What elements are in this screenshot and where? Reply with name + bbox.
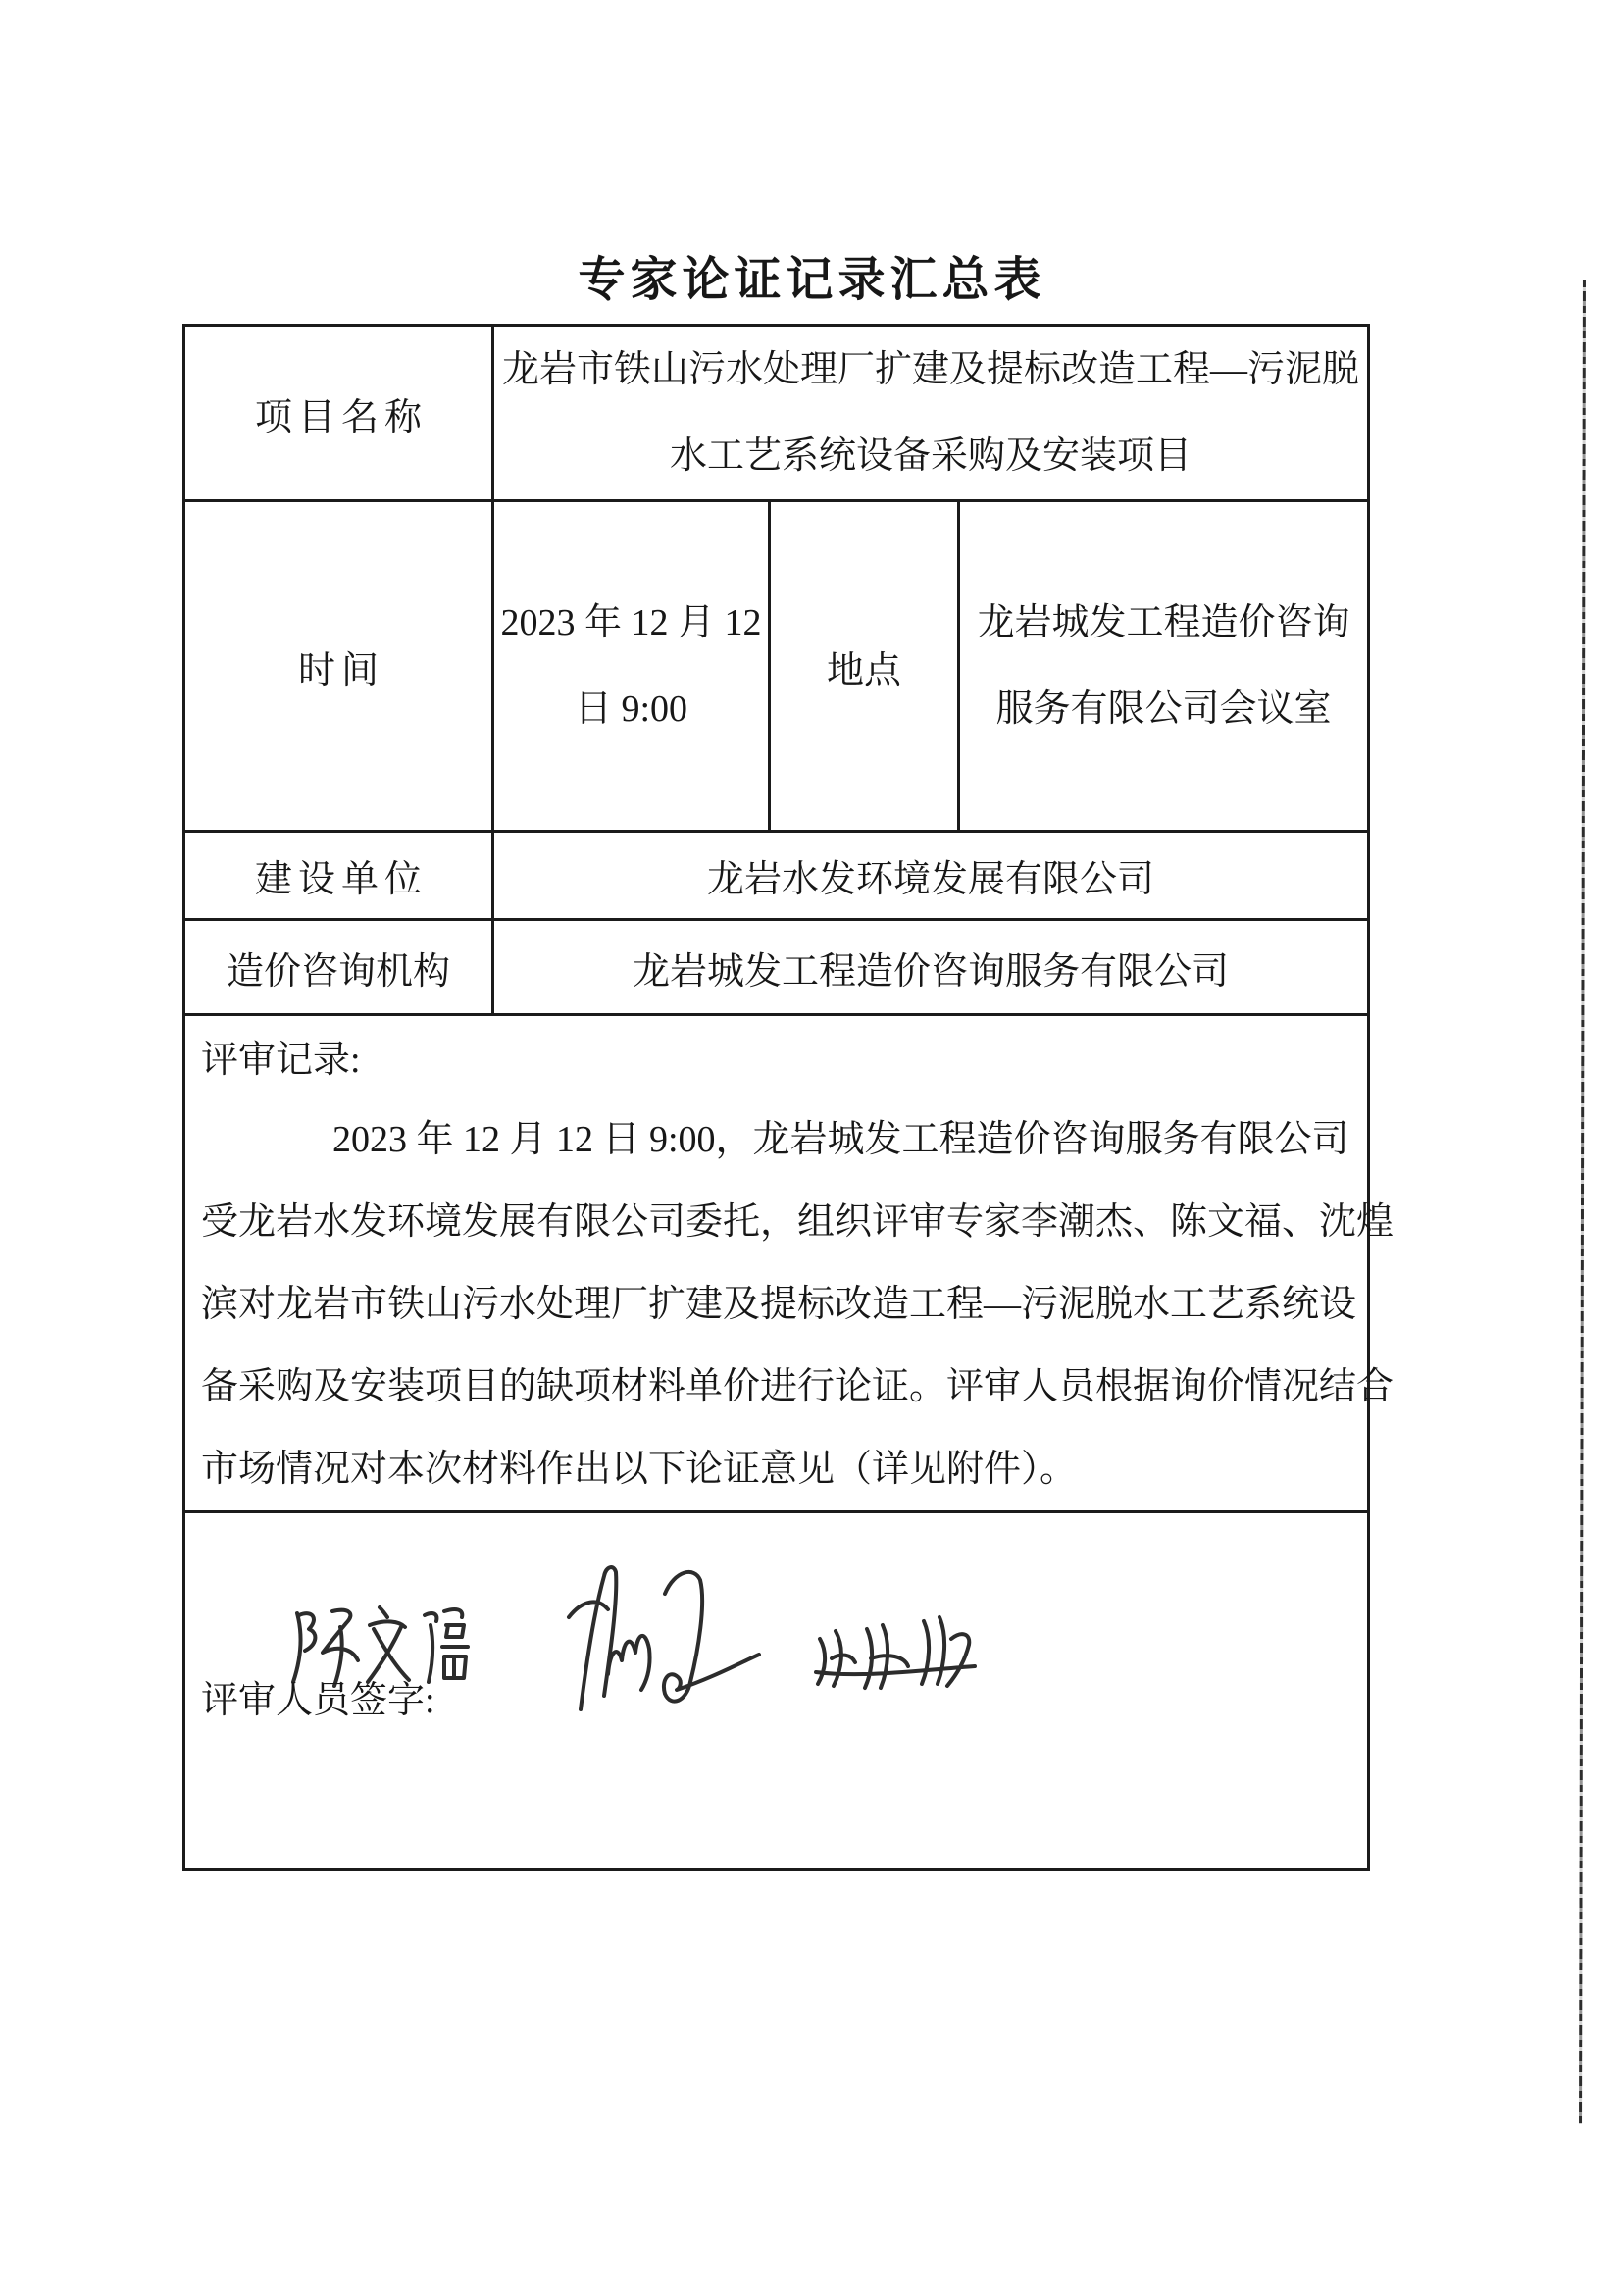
summary-table	[182, 324, 1395, 1871]
builder-row	[184, 832, 1369, 920]
signature-row	[184, 1512, 1369, 1870]
consultant-value: 龙岩城发工程造价咨询服务有限公司	[493, 920, 1369, 1015]
project-name-row	[184, 326, 1369, 501]
time-value-line-1: 2023 年 12 月 12	[500, 602, 762, 643]
signature-cell	[184, 1512, 1369, 1870]
place-value-line-2: 服务有限公司会议室	[995, 688, 1332, 730]
review-line-5: 市场情况对本次材料作出以下论证意见（详见附件）。	[201, 1449, 1078, 1490]
review-line-1: 2023 年 12 月 12 日 9:00，龙岩城发工程造价咨询服务有限公司	[332, 1119, 1349, 1160]
builder-label: 建设单位	[184, 832, 493, 920]
review-record-row	[184, 1015, 1369, 1512]
review-line-4: 备采购及安装项目的缺项材料单价进行论证。评审人员根据询价情况结合	[201, 1366, 1395, 1407]
place-value-cell	[959, 501, 1369, 832]
time-label: 时间	[184, 501, 493, 832]
document-title: 专家论证记录汇总表	[578, 254, 1046, 306]
project-name-cell	[493, 326, 1369, 501]
review-record-heading: 评审记录:	[201, 1040, 361, 1081]
place-label: 地点	[770, 501, 959, 832]
signature-chen-wenfu	[293, 1607, 468, 1686]
handwritten-signatures	[185, 1513, 1370, 1864]
project-name-label: 项目名称	[184, 326, 493, 501]
scan-artifact-line	[1579, 280, 1586, 2124]
time-place-row	[184, 501, 1369, 832]
consultant-row	[184, 920, 1369, 1015]
review-record-paragraph	[185, 1085, 1395, 1510]
time-value-cell	[493, 501, 770, 832]
review-record-cell	[184, 1015, 1395, 1512]
project-name-line-2: 水工艺系统设备采购及安装项目	[670, 435, 1193, 477]
review-line-3: 滨对龙岩市铁山污水处理厂扩建及提标改造工程—污泥脱水工艺系统设	[201, 1284, 1357, 1325]
signature-heading: 评审人员签字:	[201, 1680, 435, 1721]
place-value-line-1: 龙岩城发工程造价咨询	[977, 602, 1350, 643]
builder-value: 龙岩水发环境发展有限公司	[493, 832, 1369, 920]
review-line-2: 受龙岩水发环境发展有限公司委托，组织评审专家李潮杰、陈文福、沈煌	[201, 1201, 1395, 1243]
time-value-line-2: 日 9:00	[574, 688, 688, 730]
signature-shen-huangbin	[816, 1617, 975, 1688]
signature-li-chaojie	[569, 1567, 759, 1709]
consultant-label: 造价咨询机构	[184, 920, 493, 1015]
project-name-line-1: 龙岩市铁山污水处理厂扩建及提标改造工程—污泥脱	[502, 349, 1360, 390]
